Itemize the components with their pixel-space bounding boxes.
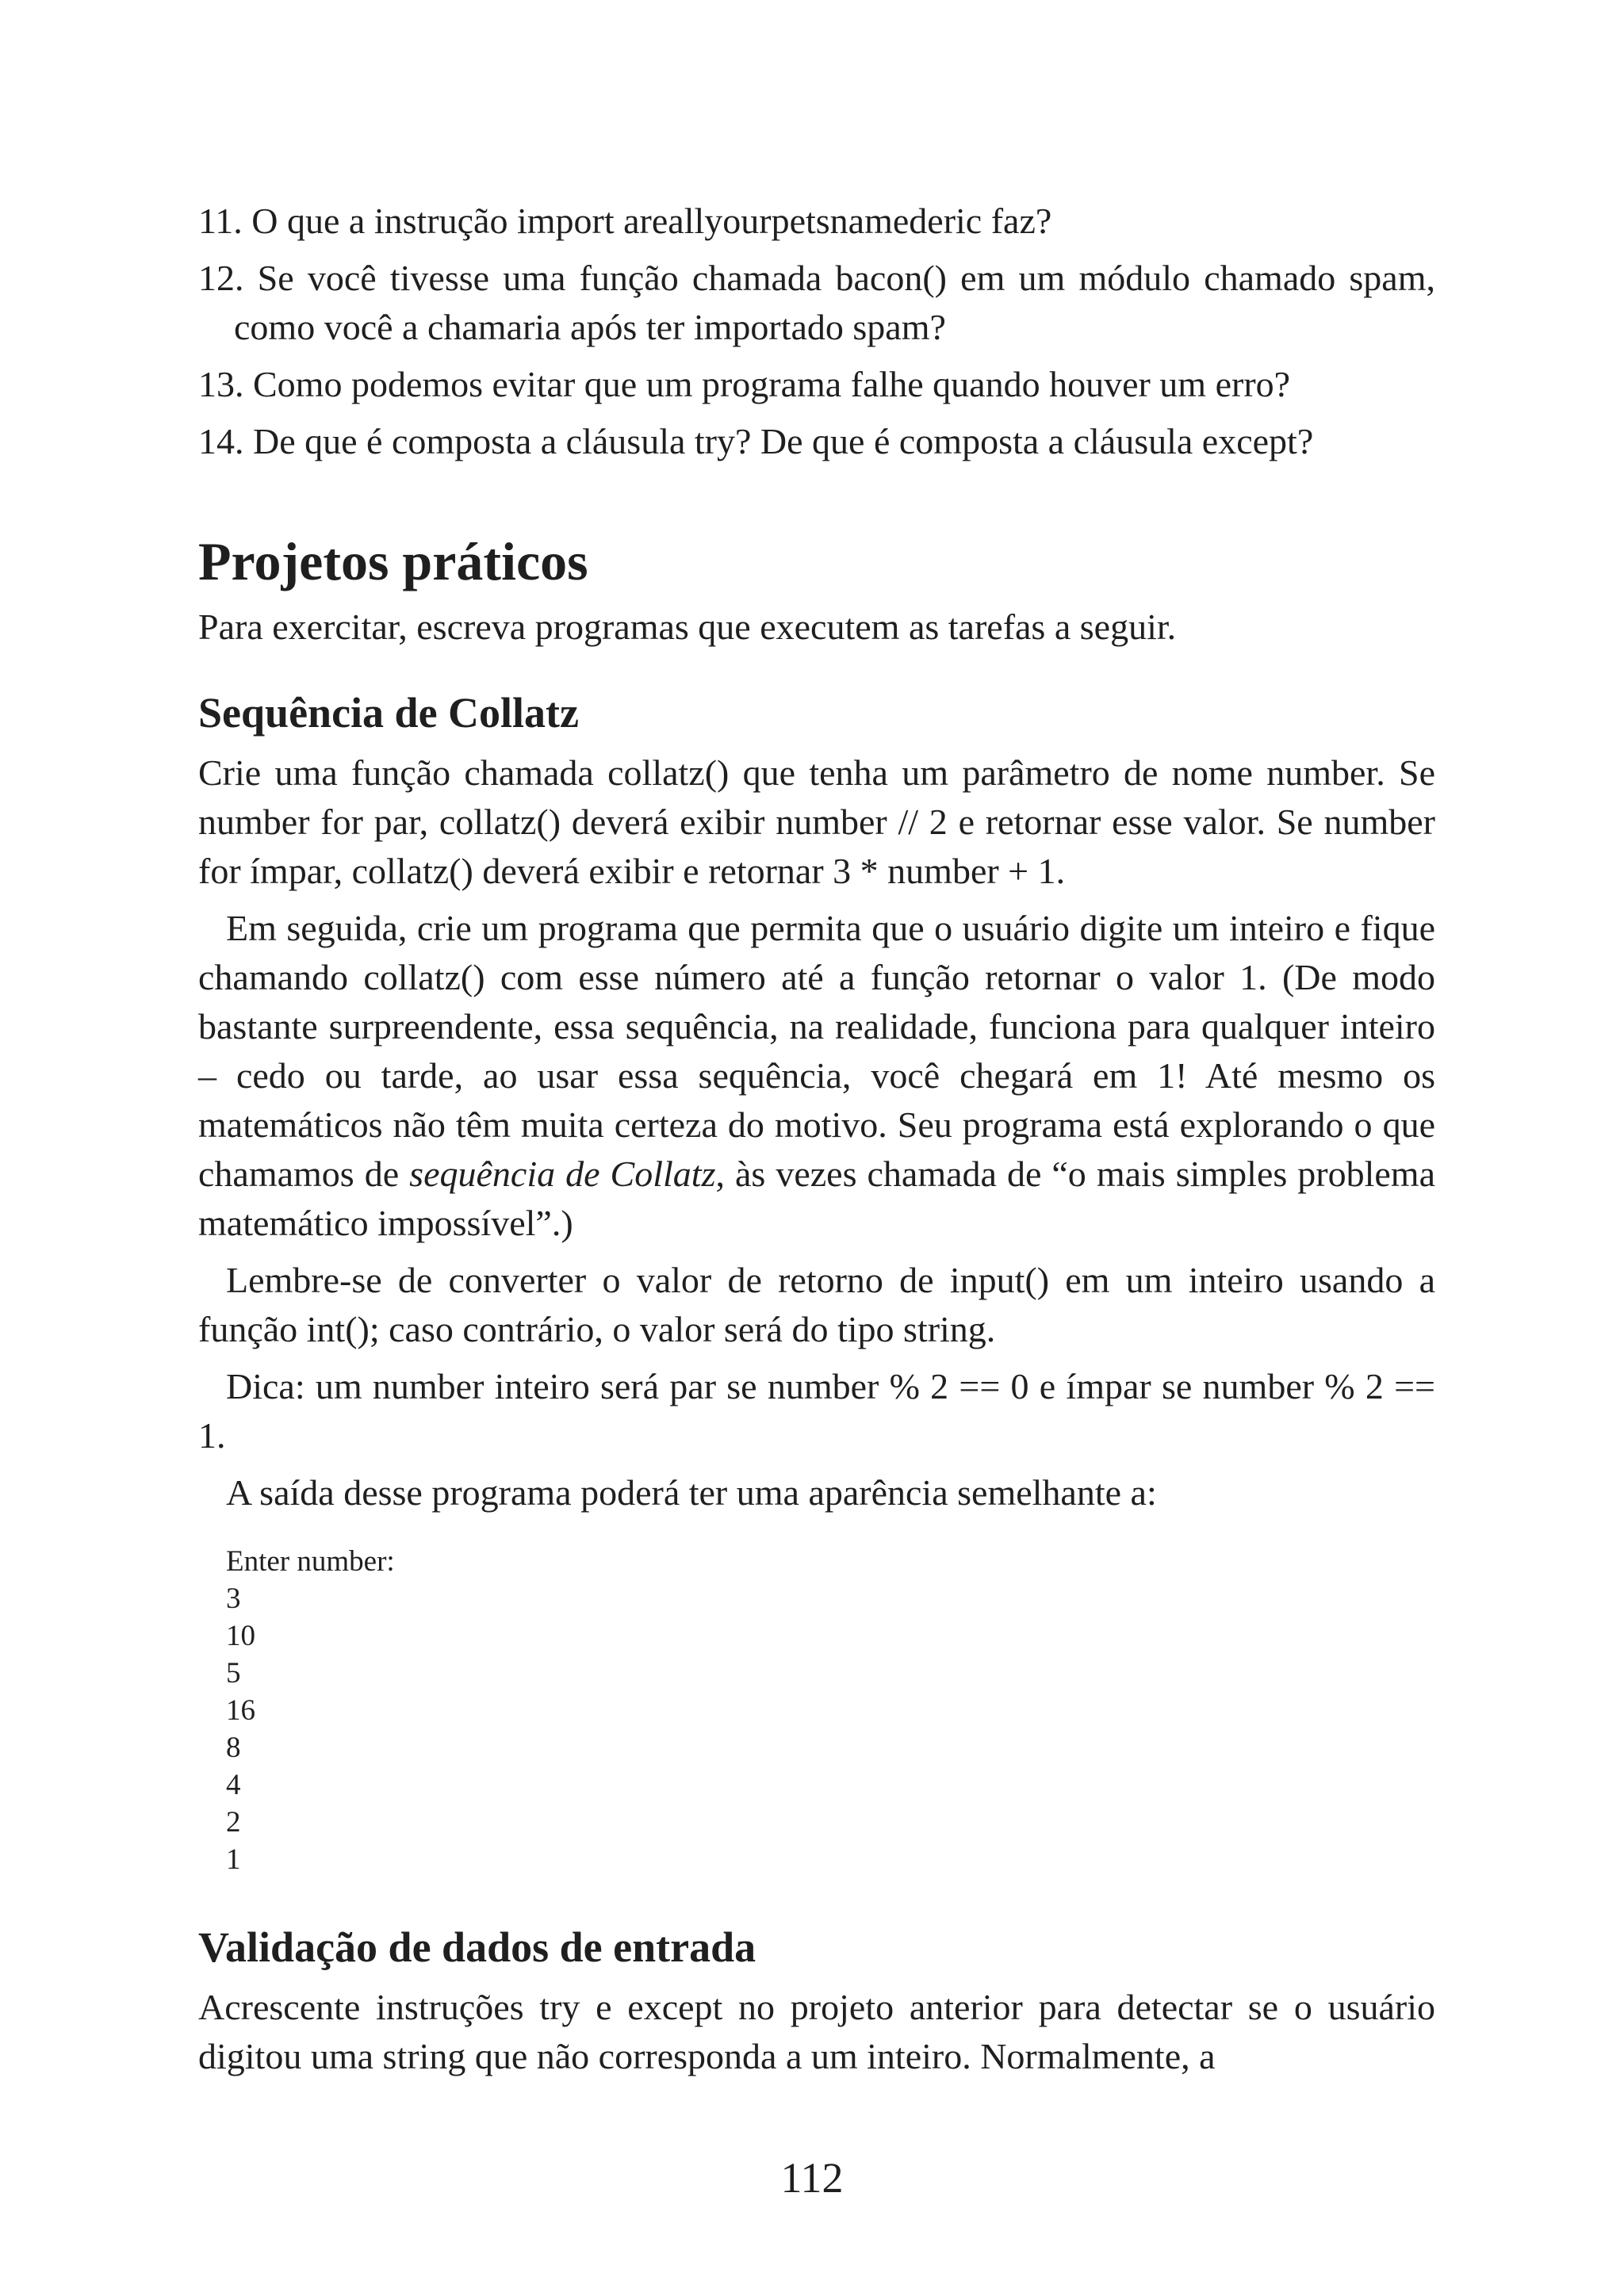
question-11: 11. O que a instrução import areallyourpetsnamederic faz?: [198, 201, 1052, 241]
collatz-heading: Sequência de Collatz: [198, 689, 579, 737]
review-questions-list: [198, 197, 1435, 466]
validation-heading: Validação de dados de entrada: [198, 1923, 756, 1971]
output-line: 16: [226, 1694, 255, 1727]
output-line: 1: [226, 1843, 241, 1876]
page-content: [198, 197, 1435, 2089]
program-output-example: [226, 1543, 1435, 1878]
output-line: 2: [226, 1806, 241, 1839]
output-line: 5: [226, 1657, 241, 1689]
collatz-paragraph-2-text-b: , às vezes chamada de “o mais simples problema matemático impossível”.): [198, 1154, 1436, 1243]
collatz-paragraph-4: Dica: um number inteiro será par se number % 2 == 0 e ímpar se number % 2 == 1.: [198, 1366, 1435, 1456]
output-line: 4: [226, 1769, 241, 1801]
page-number: 112: [780, 2154, 844, 2202]
collatz-paragraph-5: A saída desse programa poderá ter uma aparência semelhante a:: [226, 1472, 1157, 1513]
section-intro: Para exercitar, escreva programas que executem as tarefas a seguir.: [198, 607, 1177, 647]
section-title: Projetos práticos: [198, 531, 588, 591]
output-line: 10: [226, 1620, 255, 1652]
collatz-paragraph-2-text-a: Em seguida, crie um programa que permita que o usuário digite um inteiro e fique chamando collatz() com esse número até a função retornar o valor 1. (De modo bastante surpreendente, essa sequência, na realidade, funciona para qualquer inteiro – cedo ou tarde, ao usar essa sequência, você chegará em 1! Até mesmo os matemáticos não têm muita certeza do motivo. Seu programa está explorando o que chamamos de: [198, 908, 1435, 1194]
output-line: 8: [226, 1732, 241, 1764]
output-line: Enter number:: [226, 1545, 395, 1578]
collatz-paragraph-1: Crie uma função chamada collatz() que tenha um parâmetro de nome number. Se number for par, collatz() deverá exibir number // 2 e retornar esse valor. Se number for ímpar, collatz() deverá exibir e retornar 3 * number + 1.: [198, 752, 1435, 891]
validation-paragraph-1: Acrescente instruções try e except no projeto anterior para detectar se o usuário digitou uma string que não corresponda a um inteiro. Normalmente, a: [198, 1987, 1435, 2076]
collatz-term: sequência de Collatz: [409, 1154, 716, 1194]
question-14: 14. De que é composta a cláusula try? De que é composta a cláusula except?: [198, 421, 1314, 461]
question-13: 13. Como podemos evitar que um programa falhe quando houver um erro?: [198, 364, 1291, 404]
question-12: 12. Se você tivesse uma função chamada bacon() em um módulo chamado spam, como você a chamaria após ter importado spam?: [198, 258, 1435, 347]
collatz-paragraph-2: [198, 904, 1435, 1248]
output-line: 3: [226, 1582, 241, 1615]
collatz-paragraph-3: Lembre-se de converter o valor de retorno de input() em um inteiro usando a função int(); caso contrário, o valor será do tipo string.: [198, 1260, 1435, 1349]
